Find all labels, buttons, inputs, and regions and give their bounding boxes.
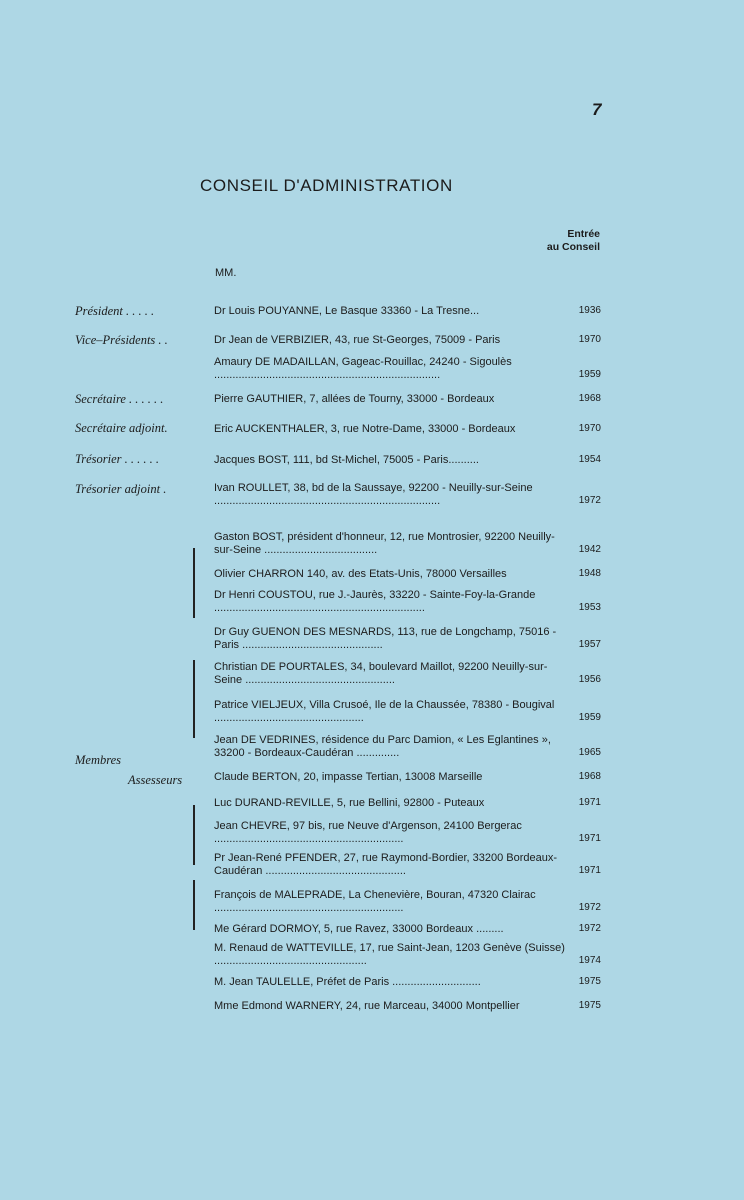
role-label: Vice–Présidents . . [75,333,168,347]
member-entry [214,771,601,784]
entry-year-header [547,228,600,254]
member-entry [214,1000,601,1013]
member-entry-text: Dr Louis POUYANNE, Le Basque 33360 - La Tresne... [214,305,480,317]
members-brace-upper [193,660,195,738]
member-entry-year: 1959 [578,368,601,380]
member-entry-year: 1968 [578,393,601,404]
member-entry-year: 1970 [578,334,601,345]
member-entry [214,568,601,581]
member-entry-year: 1972 [578,901,601,913]
member-entry [214,626,601,651]
member-entry-year: 1959 [578,711,601,723]
member-entry [214,942,601,967]
member-entry [214,482,601,507]
member-entry [214,852,601,877]
member-entry [214,423,601,436]
role-label: Secrétaire . . . . . . [75,392,164,406]
member-entry-text: Dr Henri COUSTOU, rue J.-Jaurès, 33220 - Sainte-Foy-la-Grande ..................................................................... [214,589,536,614]
role-label: Membres [75,753,122,767]
member-entry-text: Mme Edmond WARNERY, 24, rue Marceau, 34000 Montpellier [214,1000,520,1012]
member-entry [214,393,601,406]
members-brace-bottom [193,880,195,930]
member-entry [214,589,601,614]
role-label: Trésorier adjoint . [75,482,167,496]
member-entry-year: 1971 [578,797,601,808]
member-entry-year: 1936 [578,305,601,316]
member-entry-year: 1975 [578,1000,601,1011]
member-entry-text: Jacques BOST, 111, bd St-Michel, 75005 - Paris.......... [214,454,479,466]
member-entry-year: 1948 [578,568,601,579]
member-entry-text: M. Renaud de WATTEVILLE, 17, rue Saint-Jean, 1203 Genève (Suisse) .................................................. [214,942,565,967]
member-entry [214,661,601,686]
member-entry-year: 1972 [578,494,601,506]
member-entry [214,889,601,914]
member-entry-text: M. Jean TAULELLE, Préfet de Paris ............................. [214,976,481,988]
member-entry-year: 1954 [578,454,601,465]
member-entry-text: Jean DE VEDRINES, résidence du Parc Damion, « Les Eglantines », 33200 - Bordeaux-Caudéran .............. [214,734,551,759]
member-entry-text: Pierre GAUTHIER, 7, allées de Tourny, 33000 - Bordeaux [214,393,495,405]
member-entry [214,305,601,318]
page-title: CONSEIL D'ADMINISTRATION [200,176,453,195]
member-entry [214,923,601,936]
member-entry [214,356,601,381]
member-entry [214,797,601,810]
member-entry [214,699,601,724]
member-entry-text: Claude BERTON, 20, impasse Tertian, 13008 Marseille [214,771,483,783]
member-entry-text: Dr Jean de VERBIZIER, 43, rue St-Georges, 75009 - Paris [214,334,501,346]
members-brace-lower [193,805,195,865]
member-entry-text: Me Gérard DORMOY, 5, rue Ravez, 33000 Bordeaux ......... [214,923,504,935]
member-entry [214,454,601,467]
member-entry-text: Dr Guy GUENON DES MESNARDS, 113, rue de Longchamp, 75016 - Paris .............................................. [214,626,557,651]
member-entry-text: Gaston BOST, président d'honneur, 12, rue Montrosier, 92200 Neuilly-sur-Seine ..................................... [214,531,555,556]
member-entry-text: Patrice VIELJEUX, Villa Crusoé, Ile de la Chaussée, 78380 - Bougival ................................................. [214,699,555,724]
member-entry [214,531,601,556]
member-entry-year: 1975 [578,976,601,987]
member-entry-year: 1965 [578,746,601,758]
member-entry [214,976,601,989]
member-entry-year: 1968 [578,771,601,782]
member-entry-text: Christian DE POURTALES, 34, boulevard Maillot, 92200 Neuilly-sur-Seine ................................................. [214,661,548,686]
member-entry-year: 1974 [578,954,601,966]
member-entry-text: Luc DURAND-REVILLE, 5, rue Bellini, 92800 - Puteaux [214,797,485,809]
members-brace-top [193,548,195,618]
role-label: Secrétaire adjoint. [75,421,168,435]
member-entry-year: 1970 [578,423,601,434]
member-entry-year: 1972 [578,923,601,934]
role-label: Président . . . . . [75,304,155,318]
member-entry-text: Eric AUCKENTHALER, 3, rue Notre-Dame, 33000 - Bordeaux [214,423,516,435]
member-entry-year: 1971 [578,832,601,844]
member-entry-text: Jean CHEVRE, 97 bis, rue Neuve d'Argenson, 24100 Bergerac .............................................................. [214,820,522,845]
member-entry-year: 1942 [578,543,601,555]
member-entry-year: 1956 [578,673,601,685]
role-label: Trésorier . . . . . . [75,452,160,466]
page-number: 7 [592,100,602,119]
member-entry-text: Amaury DE MADAILLAN, Gageac-Rouillac, 24240 - Sigoulès .......................................................................... [214,356,512,381]
member-entry-text: Olivier CHARRON 140, av. des Etats-Unis, 78000 Versailles [214,568,507,580]
member-entry-text: François de MALEPRADE, La Chenevière, Bouran, 47320 Clairac .............................................................. [214,889,536,914]
member-entry-text: Ivan ROULLET, 38, bd de la Saussaye, 92200 - Neuilly-sur-Seine .......................................................................... [214,482,533,507]
member-entry-text: Pr Jean-René PFENDER, 27, rue Raymond-Bordier, 33200 Bordeaux-Caudéran .............................................. [214,852,558,877]
member-entry [214,820,601,845]
member-entry [214,734,601,759]
member-entry-year: 1957 [578,638,601,650]
mm-label: MM. [215,267,237,279]
entry-header-line-1: Entrée [567,228,600,240]
member-entry-year: 1971 [578,864,601,876]
member-entry-year: 1953 [578,601,601,613]
role-label: Assesseurs [128,773,183,787]
entry-header-line-2: au Conseil [546,241,600,253]
member-entry [214,334,601,347]
